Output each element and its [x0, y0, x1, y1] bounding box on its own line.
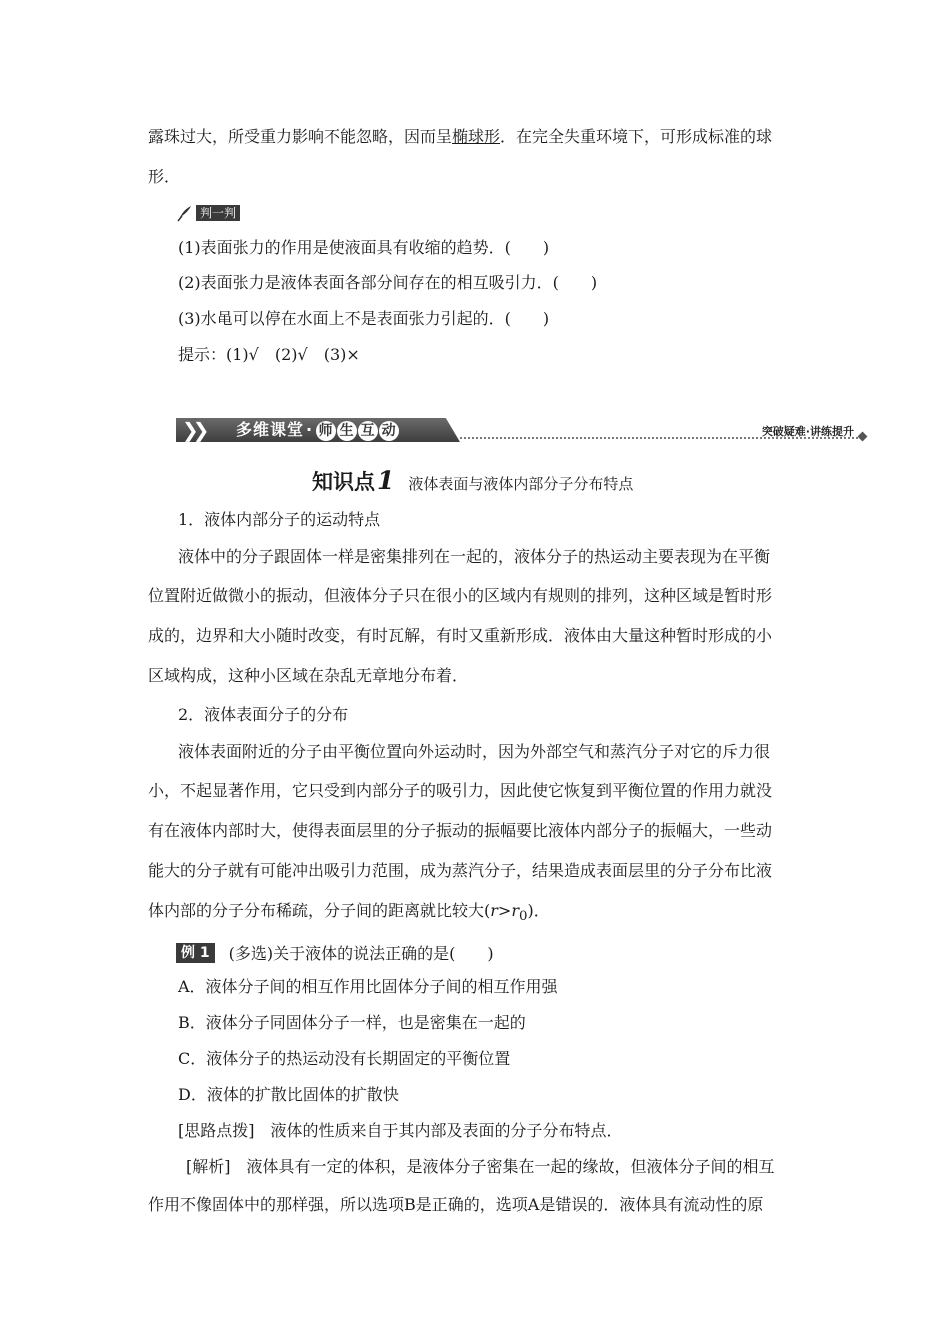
- option-a: A．液体分子间的相互作用比固体分子间的相互作用强: [178, 977, 558, 996]
- double-chevron-icon: ❯❯: [182, 418, 204, 442]
- example-question: (多选)关于液体的说法正确的是( ): [228, 944, 494, 963]
- ellipsoid-term: 椭球形: [452, 127, 501, 146]
- section-2-last-line: 体内部的分子分布稀疏，分子间的距离就比较大$(r>r_0)$．: [148, 901, 550, 925]
- section-2-heading: 2．液体表面分子的分布: [178, 705, 349, 724]
- example-badge: 例 1: [176, 943, 215, 963]
- judge-header: [176, 203, 240, 223]
- section-banner: [176, 415, 866, 445]
- knowledge-point-subtitle: 液体表面与液体内部分子分布特点: [408, 475, 634, 493]
- knowledge-point-number: 1: [377, 466, 395, 495]
- section-1-line: 成的，边界和大小随时改变，有时瓦解，有时又重新形成．液体由大量这种暂时形成的小: [148, 626, 773, 645]
- thinking-hint: [思路点拨] 液体的性质来自于其内部及表面的分子分布特点．: [178, 1121, 623, 1140]
- judge-question-1: (1)表面张力的作用是使液面具有收缩的趋势．( ): [178, 238, 550, 257]
- section-1-line: 液体中的分子跟固体一样是密集排列在一起的，液体分子的热运动主要表现为在平衡: [178, 547, 771, 566]
- intro-line-2: 形．: [148, 167, 181, 186]
- option-c: C．液体分子的热运动没有长期固定的平衡位置: [178, 1049, 511, 1068]
- option-b: B．液体分子同固体分子一样，也是密集在一起的: [178, 1013, 526, 1032]
- judge-hint: 提示：(1)√ (2)√ (3)×: [178, 345, 360, 364]
- section-2-line: 小，不起显著作用，它只受到内部分子的吸引力，因此使它恢复到平衡位置的作用力就没: [148, 781, 773, 800]
- pen-icon: [176, 204, 194, 222]
- section-1-heading: 1．液体内部分子的运动特点: [178, 510, 381, 529]
- diamond-icon: [858, 432, 868, 442]
- section-2-line: 能大的分子就有可能冲出吸引力范围，成为蒸汽分子，结果造成表面层里的分子分布比液: [148, 861, 773, 880]
- banner-right-label: 突破疑难·讲练提升: [761, 425, 854, 438]
- section-1-line: 区域构成，这种小区域在杂乱无章地分布着．: [148, 666, 469, 685]
- knowledge-point-title: 知识点: [312, 470, 375, 494]
- analysis-line: 作用不像固体中的那样强，所以选项B是正确的，选项A是错误的．液体具有流动性的原: [148, 1195, 764, 1214]
- intro-line-1: 露珠过大，所受重力影响不能忽略，因而呈椭球形．在完全失重环境下，可形成标准的球: [148, 127, 773, 146]
- knowledge-point-heading: [312, 466, 633, 496]
- section-1-line: 位置附近做微小的振动，但液体分子只在很小的区域内有规则的排列，这种区域是暂时形: [148, 586, 773, 605]
- option-d: D．液体的扩散比固体的扩散快: [178, 1085, 399, 1104]
- analysis-line: [解析] 液体具有一定的体积，是液体分子密集在一起的缘故，但液体分子间的相互: [186, 1157, 775, 1176]
- judge-label: 判一判: [196, 205, 240, 221]
- section-2-line: 有在液体内部时大，使得表面层里的分子振动的振幅要比液体内部分子的振幅大，一些动: [148, 821, 773, 840]
- judge-question-3: (3)水黾可以停在水面上不是表面张力引起的．( ): [178, 309, 550, 328]
- judge-question-2: (2)表面张力是液体表面各部分间存在的相互吸引力．( ): [178, 273, 598, 292]
- banner-title: 多维课堂 · 师 生 互 动: [236, 418, 399, 442]
- section-2-line: 液体表面附近的分子由平衡位置向外运动时，因为外部空气和蒸汽分子对它的斥力很: [178, 742, 771, 761]
- example-heading: [176, 941, 494, 964]
